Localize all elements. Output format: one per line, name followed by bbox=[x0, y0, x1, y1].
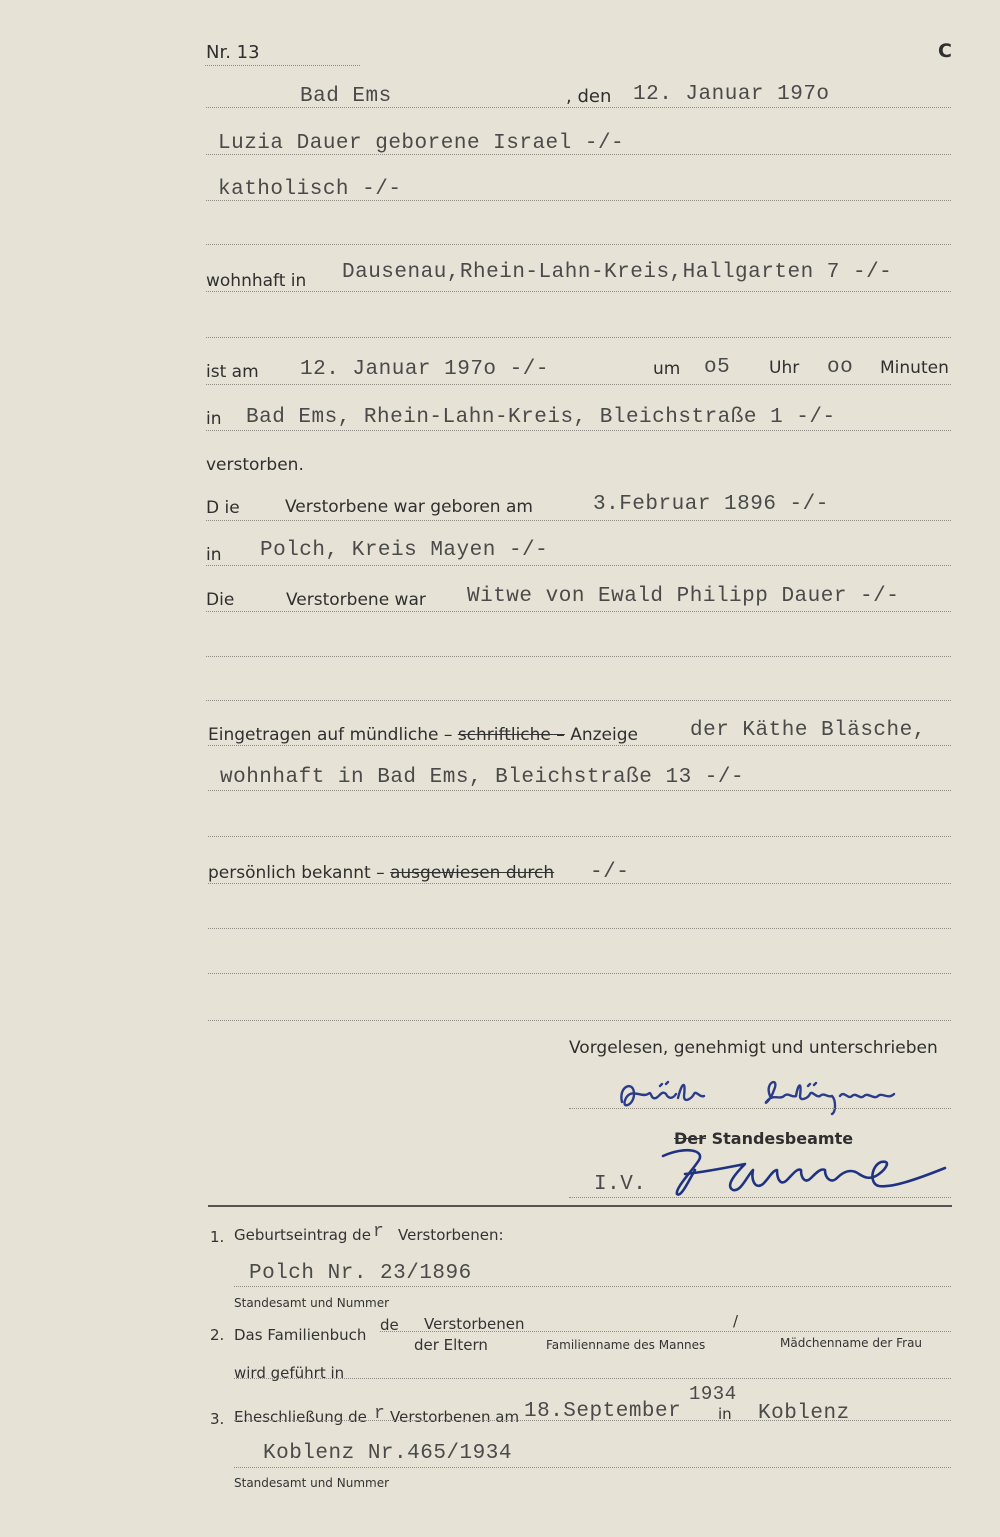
struck-der-label: Der bbox=[674, 1129, 707, 1148]
rule bbox=[206, 520, 951, 521]
minuten-label: Minuten bbox=[880, 358, 949, 378]
um-label: um bbox=[653, 359, 681, 379]
item3-label-end: Verstorbenen am bbox=[390, 1408, 520, 1426]
rule bbox=[206, 700, 951, 701]
item2-number: 2. bbox=[210, 1326, 225, 1344]
identity-label: persönlich bekannt – bbox=[208, 863, 385, 883]
item1-label-end: Verstorbenen: bbox=[398, 1226, 504, 1244]
den-label: , den bbox=[566, 86, 612, 107]
death-hour: o5 bbox=[704, 356, 731, 379]
item3-label: Eheschließung de bbox=[234, 1408, 367, 1426]
item3-number: 3. bbox=[210, 1410, 225, 1428]
marriage-place: Koblenz bbox=[758, 1402, 850, 1425]
registrar-label: Standesbeamte bbox=[711, 1129, 854, 1148]
rule bbox=[569, 1197, 951, 1198]
rule bbox=[208, 836, 951, 837]
item1-sublabel: Standesamt und Nummer bbox=[234, 1296, 390, 1310]
rule bbox=[234, 1420, 951, 1421]
death-minute: oo bbox=[827, 356, 854, 379]
item2-de: de bbox=[380, 1316, 399, 1334]
rule bbox=[234, 1378, 951, 1379]
birth-record: Polch Nr. 23/1896 bbox=[249, 1262, 472, 1285]
item3-sublabel: Standesamt und Nummer bbox=[234, 1476, 390, 1490]
read-approved-label: Vorgelesen, genehmigt und unterschrieben bbox=[569, 1038, 938, 1058]
rule bbox=[206, 154, 951, 155]
item2-label: Das Familienbuch bbox=[234, 1326, 367, 1344]
marriage-year: 1934 bbox=[689, 1383, 737, 1405]
marriage-record: Koblenz Nr.465/1934 bbox=[263, 1442, 512, 1465]
item2-gefuehrt: wird geführt in bbox=[234, 1364, 345, 1382]
marital-status: Witwe von Ewald Philipp Dauer -/- bbox=[467, 585, 900, 608]
death-in-label: in bbox=[206, 409, 222, 429]
deceased-name: Luzia Dauer geborene Israel -/- bbox=[218, 132, 625, 155]
deceased-religion: katholisch -/- bbox=[218, 178, 402, 201]
registration-date: 12. Januar 197o bbox=[633, 83, 830, 106]
item2-eltern: der Eltern bbox=[414, 1336, 488, 1354]
rule bbox=[206, 291, 951, 292]
rule bbox=[206, 384, 951, 385]
footer-divider bbox=[208, 1205, 952, 1207]
rule bbox=[208, 745, 951, 746]
rule bbox=[208, 1020, 951, 1021]
rule bbox=[206, 611, 951, 612]
birth-date: 3.Februar 1896 -/- bbox=[593, 493, 829, 516]
rule bbox=[208, 928, 951, 929]
corner-letter: C bbox=[938, 40, 952, 62]
marriage-date: 18.September bbox=[524, 1400, 682, 1423]
rule bbox=[206, 337, 951, 338]
struck-identified-label: ausgewiesen durch bbox=[389, 863, 555, 883]
death-date: 12. Januar 197o -/- bbox=[300, 358, 549, 381]
anzeige-label: Anzeige bbox=[570, 725, 638, 745]
birth-prefix: D ie bbox=[206, 498, 240, 518]
registration-line bbox=[208, 725, 638, 745]
rule bbox=[206, 244, 951, 245]
death-place: Bad Ems, Rhein-Lahn-Kreis, Bleichstraße 1 -/- bbox=[246, 406, 836, 429]
identity-value: -/- bbox=[590, 861, 630, 884]
registrar-signature bbox=[655, 1140, 950, 1200]
informant-residence: wohnhaft in Bad Ems, Bleichstraße 13 -/- bbox=[220, 766, 745, 789]
item1-number: 1. bbox=[210, 1228, 225, 1246]
rule bbox=[206, 107, 951, 108]
record-number: Nr. 13 bbox=[206, 42, 260, 63]
item2-maedchenname: Mädchenname der Frau bbox=[780, 1336, 923, 1350]
rule bbox=[206, 200, 951, 201]
item2-slash: / bbox=[733, 1312, 739, 1330]
rule bbox=[208, 973, 951, 974]
rule bbox=[205, 65, 360, 66]
deceased-residence: Dausenau,Rhein-Lahn-Kreis,Hallgarten 7 -/- bbox=[342, 261, 893, 284]
item3-typed-r: r bbox=[374, 1404, 386, 1424]
rule bbox=[380, 1331, 951, 1332]
item2-verstorbenen: Verstorbenen bbox=[424, 1315, 525, 1333]
item2-familienname: Familienname des Mannes bbox=[546, 1338, 706, 1352]
iv-label: I.V. bbox=[594, 1173, 647, 1196]
rule bbox=[569, 1108, 951, 1109]
birth-place: Polch, Kreis Mayen -/- bbox=[260, 539, 549, 562]
struck-written-label: schriftliche – bbox=[457, 725, 565, 745]
birth-label: Verstorbene war geboren am bbox=[285, 497, 533, 517]
registration-label: Eingetragen auf mündliche – bbox=[208, 725, 453, 745]
rule bbox=[206, 430, 951, 431]
status-label: Verstorbene war bbox=[286, 590, 426, 610]
ist-am-label: ist am bbox=[206, 362, 259, 382]
registration-place: Bad Ems bbox=[300, 85, 392, 108]
rule bbox=[208, 790, 951, 791]
verstorben-label: verstorben. bbox=[206, 455, 304, 475]
item3-in: in bbox=[718, 1405, 732, 1423]
informant-signature bbox=[612, 1072, 922, 1118]
uhr-label: Uhr bbox=[769, 358, 800, 378]
residence-label: wohnhaft in bbox=[206, 271, 307, 291]
item1-label: Geburtseintrag de bbox=[234, 1226, 371, 1244]
identity-line bbox=[208, 863, 554, 883]
rule bbox=[234, 1467, 951, 1468]
birth-in-label: in bbox=[206, 545, 222, 565]
status-prefix: Die bbox=[206, 590, 235, 610]
rule bbox=[206, 565, 951, 566]
rule bbox=[234, 1286, 951, 1287]
rule bbox=[208, 883, 951, 884]
informant: der Käthe Bläsche, bbox=[690, 719, 926, 742]
item1-typed-r: r bbox=[373, 1222, 385, 1242]
rule bbox=[206, 656, 951, 657]
